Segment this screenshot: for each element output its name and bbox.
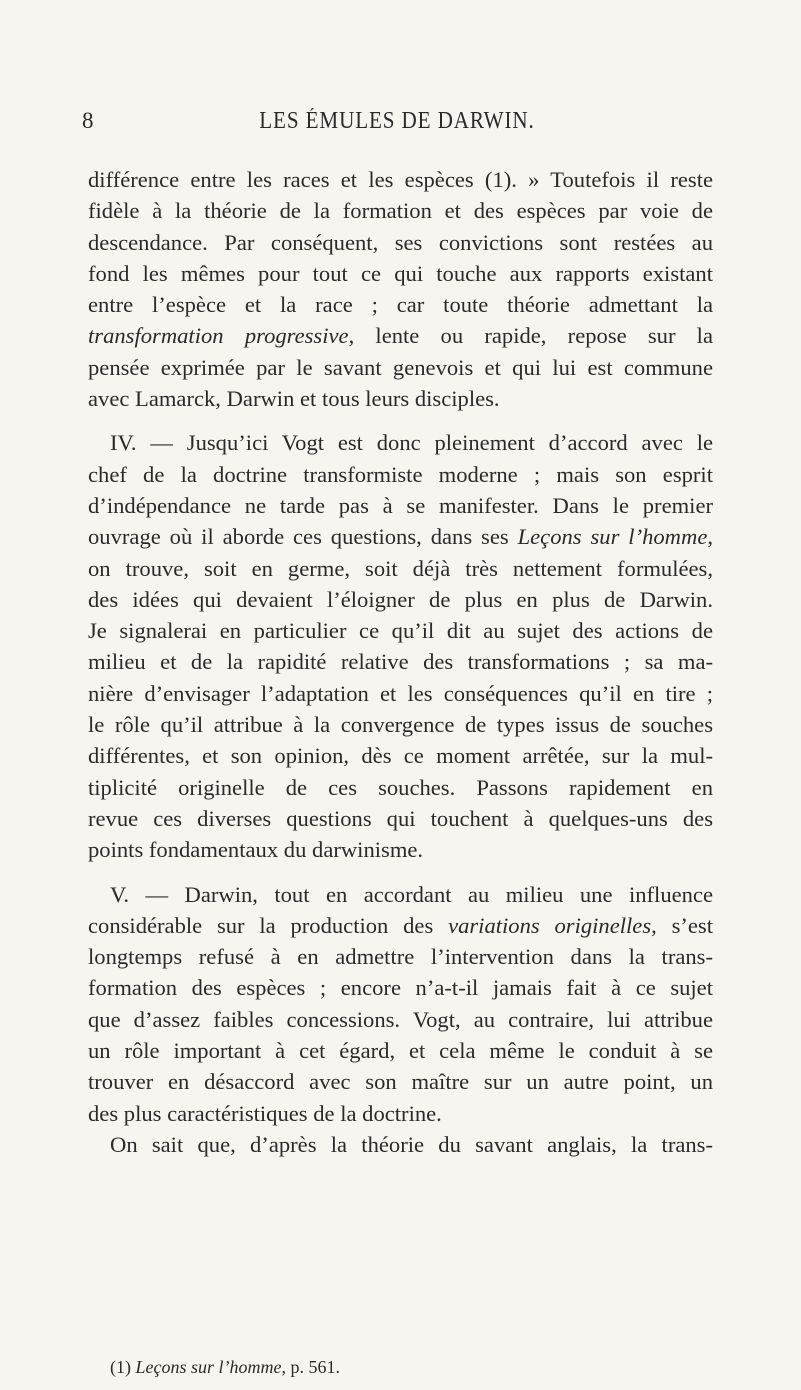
text-line: d’indépendance ne tarde pas à se manifester. Dans le premier (88, 492, 713, 518)
text-line (88, 320, 713, 351)
running-title: LES ÉMULES DE DARWIN. (259, 108, 535, 134)
text-line: avec Lamarck, Darwin et tous leurs disciples. (88, 386, 500, 412)
text-line: différentes, et son opinion, dès ce moment arrêtée, sur la mul- (88, 743, 713, 769)
italic-term: transformation (88, 323, 224, 349)
footnote (110, 1357, 340, 1378)
text-line: des plus caractéristiques de la doctrine. (88, 1100, 442, 1126)
footnote-page: , p. 561. (281, 1357, 340, 1377)
text-line: descendance. Par conséquent, ses convictions sont restées au (88, 229, 713, 255)
text-fragment: , (707, 524, 714, 550)
text-line: trouver en désaccord avec son maître sur un autre point, un (88, 1069, 713, 1095)
paragraph-1 (88, 164, 713, 414)
text-line: longtemps refusé à en admettre l’intervention dans la trans- (88, 944, 713, 970)
text-line: milieu et de la rapidité relative des transformations ; sa ma- (88, 649, 713, 675)
text-line: tiplicité originelle de ces souches. Passons rapidement en (88, 774, 713, 800)
text-line: Je signalerai en particulier ce qu’il dit au sujet des actions de (88, 618, 713, 644)
text-line (88, 521, 713, 552)
text-line: IV. — Jusqu’ici Vogt est donc pleinement d’accord avec le (110, 430, 713, 456)
text-fragment: , lente ou rapide, repose sur la (348, 323, 713, 349)
text-fragment: considérable sur la production des (88, 912, 434, 938)
text-line: que d’assez faibles concessions. Vogt, au contraire, lui attribue (88, 1006, 713, 1032)
text-line: entre l’espèce et la race ; car toute théorie admettant la (88, 292, 713, 318)
book-title-italic: Leçons sur l’homme (517, 524, 708, 550)
page-header (82, 108, 712, 148)
text-fragment: , s’est (651, 912, 713, 938)
footnote-title: Leçons sur l’homme (135, 1357, 282, 1377)
text-line: on trouve, soit en germe, soit déjà très nettement formulées, (88, 555, 713, 581)
text-line: nière d’envisager l’adaptation et les conséquences qu’il en tire ; (88, 680, 713, 706)
italic-term: progressive (244, 323, 349, 349)
text-line: différence entre les races et les espèces (1). » Toutefois il reste (88, 167, 713, 192)
text-line (88, 910, 713, 941)
text-fragment: ouvrage où il aborde ces questions, dans ses (88, 524, 509, 550)
text-line: fidèle à la théorie de la formation et des espèces par voie de (88, 198, 713, 224)
paragraph-3 (88, 879, 713, 1161)
text-line: On sait que, d’après la théorie du savant anglais, la trans- (110, 1131, 713, 1157)
text-line: fond les mêmes pour tout ce qui touche aux rapports existant (88, 260, 713, 286)
paragraph-2 (88, 427, 713, 865)
text-line: points fondamentaux du darwinisme. (88, 837, 424, 863)
body-text (88, 164, 713, 1160)
italic-term: variations originelles (448, 912, 652, 938)
text-line: chef de la doctrine transformiste moderne ; mais son esprit (88, 461, 713, 487)
page-number: 8 (82, 108, 94, 133)
text-line: le rôle qu’il attribue à la convergence de types issus de souches (88, 712, 713, 738)
footnote-marker: (1) (110, 1357, 131, 1377)
text-line: V. — Darwin, tout en accordant au milieu une influence (110, 881, 713, 907)
text-line: des idées qui devaient l’éloigner de plus en plus de Darwin. (88, 586, 713, 612)
text-line: un rôle important à cet égard, et cela même le conduit à se (88, 1038, 713, 1064)
text-line: formation des espèces ; encore n’a-t-il jamais fait à ce sujet (88, 975, 713, 1001)
text-line: pensée exprimée par le savant genevois et qui lui est commune (88, 354, 713, 380)
text-line: revue ces diverses questions qui touchent à quelques-uns des (88, 805, 713, 831)
